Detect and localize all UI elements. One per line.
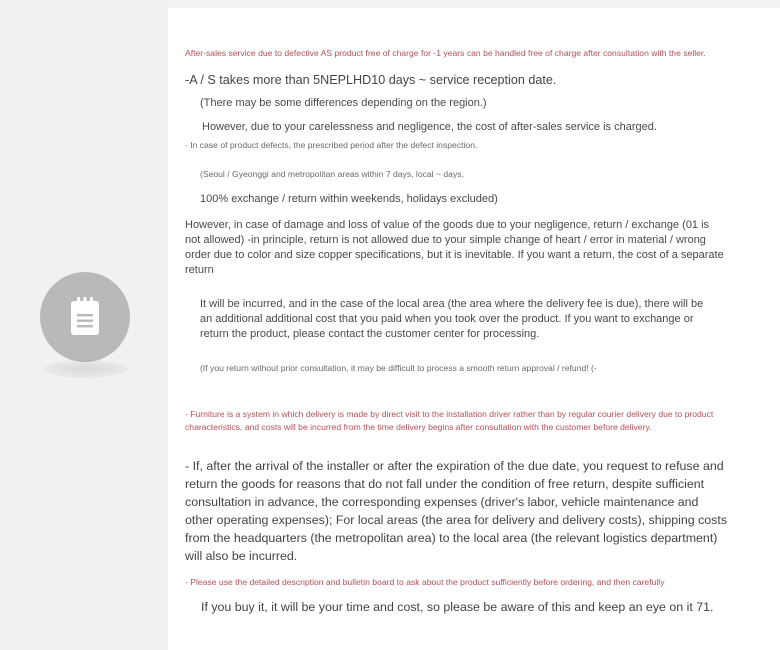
- carelessness-charge: However, due to your carelessness and negligence, the cost of after-sales service is charged.: [202, 121, 657, 133]
- clipboard-icon: [65, 295, 105, 339]
- damage-loss: However, in case of damage and loss of value of the goods due to your negligence, return / exchange (01 is not allowed) -in principle, return is not allowed due to your simple change of heart / error in material / wrong order due to color and size copper specifications, but it is inevitable. If you want a return, the cost of a separate return: [185, 219, 724, 276]
- document-icon: [40, 272, 130, 362]
- after-sales-intro: After-sales service due to defective AS product free of charge for -1 years can be handled free of charge after consultation with the seller.: [185, 48, 706, 58]
- region-note: (There may be some differences depending on the region.): [200, 97, 487, 109]
- exchange-return: 100% exchange / return within weekends, holidays excluded): [200, 193, 498, 205]
- detailed-description: - Please use the detailed description and bulletin board to ask about the product sufficiently before ordering, and then carefully: [185, 577, 665, 587]
- seoul-areas: (Seoul / Gyeonggi and metropolitan areas within 7 days, local ~ days,: [200, 169, 464, 179]
- notice-content: [168, 8, 780, 650]
- left-sidebar: [0, 0, 168, 650]
- incurred-local: It will be incurred, and in the case of the local area (the area where the delivery fee is due), there will be an additional additional cost that you paid when you took over the product. If you want to exchange or return the product, please contact the customer center for processing.: [200, 298, 704, 340]
- furniture-note: - Furniture is a system in which delivery is made by direct visit to the installation driver rather than by regular courier delivery due to product characteristics, and costs will be incurred from the time delivery begins after consultation with the customer before delivery.: [185, 409, 714, 432]
- icon-shadow: [44, 360, 128, 378]
- without-prior: (If you return without prior consultation, it may be difficult to process a smooth return approval / refund! (-: [200, 363, 597, 373]
- as-takes-text: -A / S takes more than 5NEPLHD10 days ~ service reception date.: [185, 73, 557, 87]
- product-defects: - In case of product defects, the prescribed period after the defect inspection.: [185, 140, 478, 150]
- if-you-buy: If you buy it, it will be your time and cost, so please be aware of this and keep an eye on it 71.: [201, 600, 714, 614]
- installer-refuse: - If, after the arrival of the installer or after the expiration of the due date, you request to refuse and return the goods for reasons that do not fall under the condition of free return, despite sufficient consultation in advance, the corresponding expenses (driver's labor, vehicle maintenance and other operating expenses); For local areas (the area for delivery and delivery costs), shipping costs from the headquarters (the metropolitan area) to the local area (the relevant logistics department) will also be incurred.: [185, 459, 728, 563]
